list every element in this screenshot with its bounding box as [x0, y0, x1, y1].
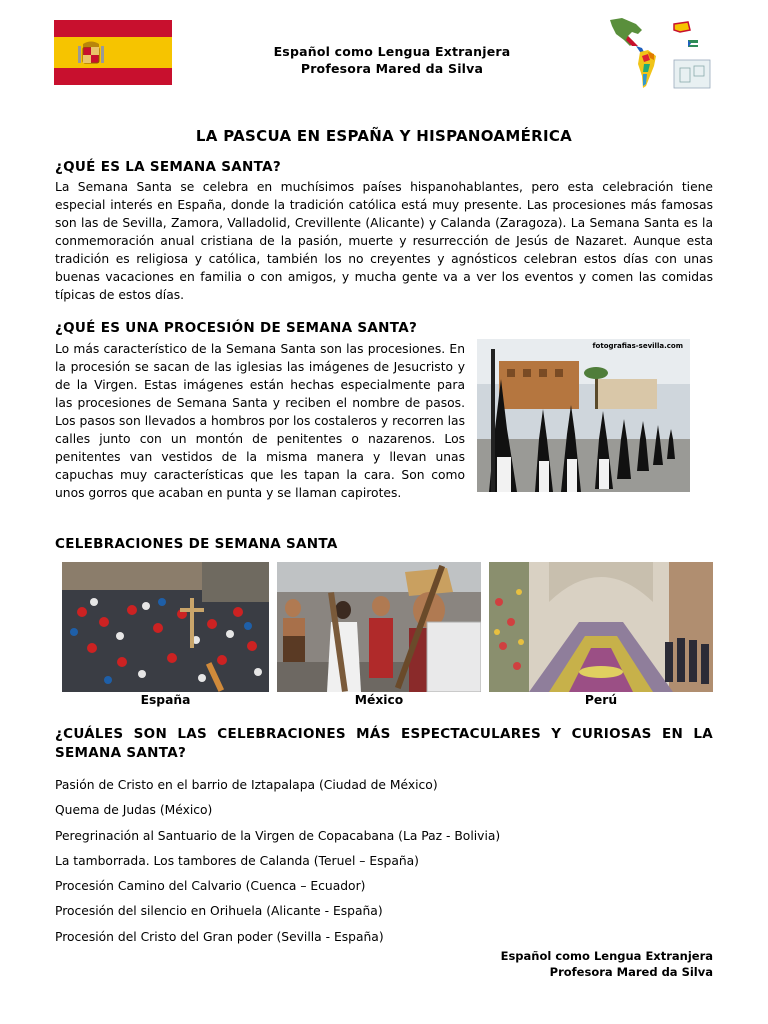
- header-line-2: Profesora Mared da Silva: [300, 61, 484, 76]
- footer-line-2: Profesora Mared da Silva: [549, 965, 713, 979]
- photo-watermark: fotografias-sevilla.com: [592, 342, 683, 350]
- hispanic-countries-map-icon: [608, 16, 714, 90]
- header-text: [222, 43, 562, 77]
- celebrations-list: [55, 776, 713, 953]
- list-item: Procesión del silencio en Orihuela (Alicante - España): [55, 904, 383, 919]
- footer-text: [440, 948, 713, 980]
- section-heading-celebraciones: CELEBRACIONES DE SEMANA SANTA: [55, 536, 338, 552]
- caption-peru: Perú: [584, 693, 618, 707]
- section-heading-semana-santa: ¿QUÉ ES LA SEMANA SANTA?: [55, 159, 281, 175]
- peru-celebration-photo: [489, 562, 713, 692]
- section-text-procesion: Lo más característico de la Semana Santa son las procesiones. En la procesión se sacan de las iglesias las imágenes de Jesucristo y de la Virgen. Estas imágenes están hechas especialmente para las procesiones de Semana Santa y reciben el nombre de pasos. Los pasos son llevados a hombros por los costaleros y recorren las calles junto con un montón de penitentes o nazarenos. Los penitentes van vestidos de la misma manera y llevan unas capuchas muy características que les tapan la cara. Son como unos gorros que acaban en punta y se llaman capirotes.: [55, 342, 465, 500]
- section-heading-celebraciones-espectaculares: ¿CUÁLES SON LAS CELEBRACIONES MÁS ESPECTACULARES Y CURIOSAS EN LA SEMANA SANTA?: [55, 726, 713, 761]
- caption-spain: España: [140, 693, 191, 707]
- section-heading-procesion: ¿QUÉ ES UNA PROCESIÓN DE SEMANA SANTA?: [55, 320, 418, 336]
- procession-photo: [477, 339, 690, 492]
- spain-celebration-photo: [62, 562, 269, 692]
- list-item: Procesión del Cristo del Gran poder (Sevilla - España): [55, 929, 384, 944]
- list-item: Pasión de Cristo en el barrio de Iztapalapa (Ciudad de México): [55, 778, 438, 792]
- mexico-celebration-photo: [277, 562, 481, 692]
- list-item: Peregrinación al Santuario de la Virgen de Copacabana (La Paz - Bolivia): [55, 828, 501, 843]
- header-line-1: Español como Lengua Extranjera: [273, 44, 511, 59]
- list-item: Quema de Judas (México): [55, 803, 213, 818]
- footer-line-1: Español como Lengua Extranjera: [500, 949, 713, 963]
- caption-mexico: México: [354, 693, 404, 707]
- list-item: Procesión Camino del Calvario (Cuenca – Ecuador): [55, 879, 366, 894]
- section-text-semana-santa: La Semana Santa se celebra en muchísimos países hispanohablantes, pero esta celebración tiene especial interés en España, donde la tradición católica está muy presente. Las procesiones más famosas son las de Sevilla, Zamora, Valladolid, Crevillente (Alicante) y Calanda (Zaragoza). La Semana Santa es la conmemoración anual cristiana de la pasión, muerte y resurrección de Jesús de Nazaret. Aunque esta tradición es religiosa y católica, también los no creyentes y agnósticos celebran estos días con unas buenas vacaciones en familia o con amigos, y mucha gente va a ver los eventos y comen las comidas típicas de estos días.: [55, 180, 713, 302]
- spain-flag-icon: [54, 20, 172, 85]
- page-title: LA PASCUA EN ESPAÑA Y HISPANOAMÉRICA: [195, 127, 573, 145]
- list-item: La tamborrada. Los tambores de Calanda (Teruel – España): [55, 853, 419, 868]
